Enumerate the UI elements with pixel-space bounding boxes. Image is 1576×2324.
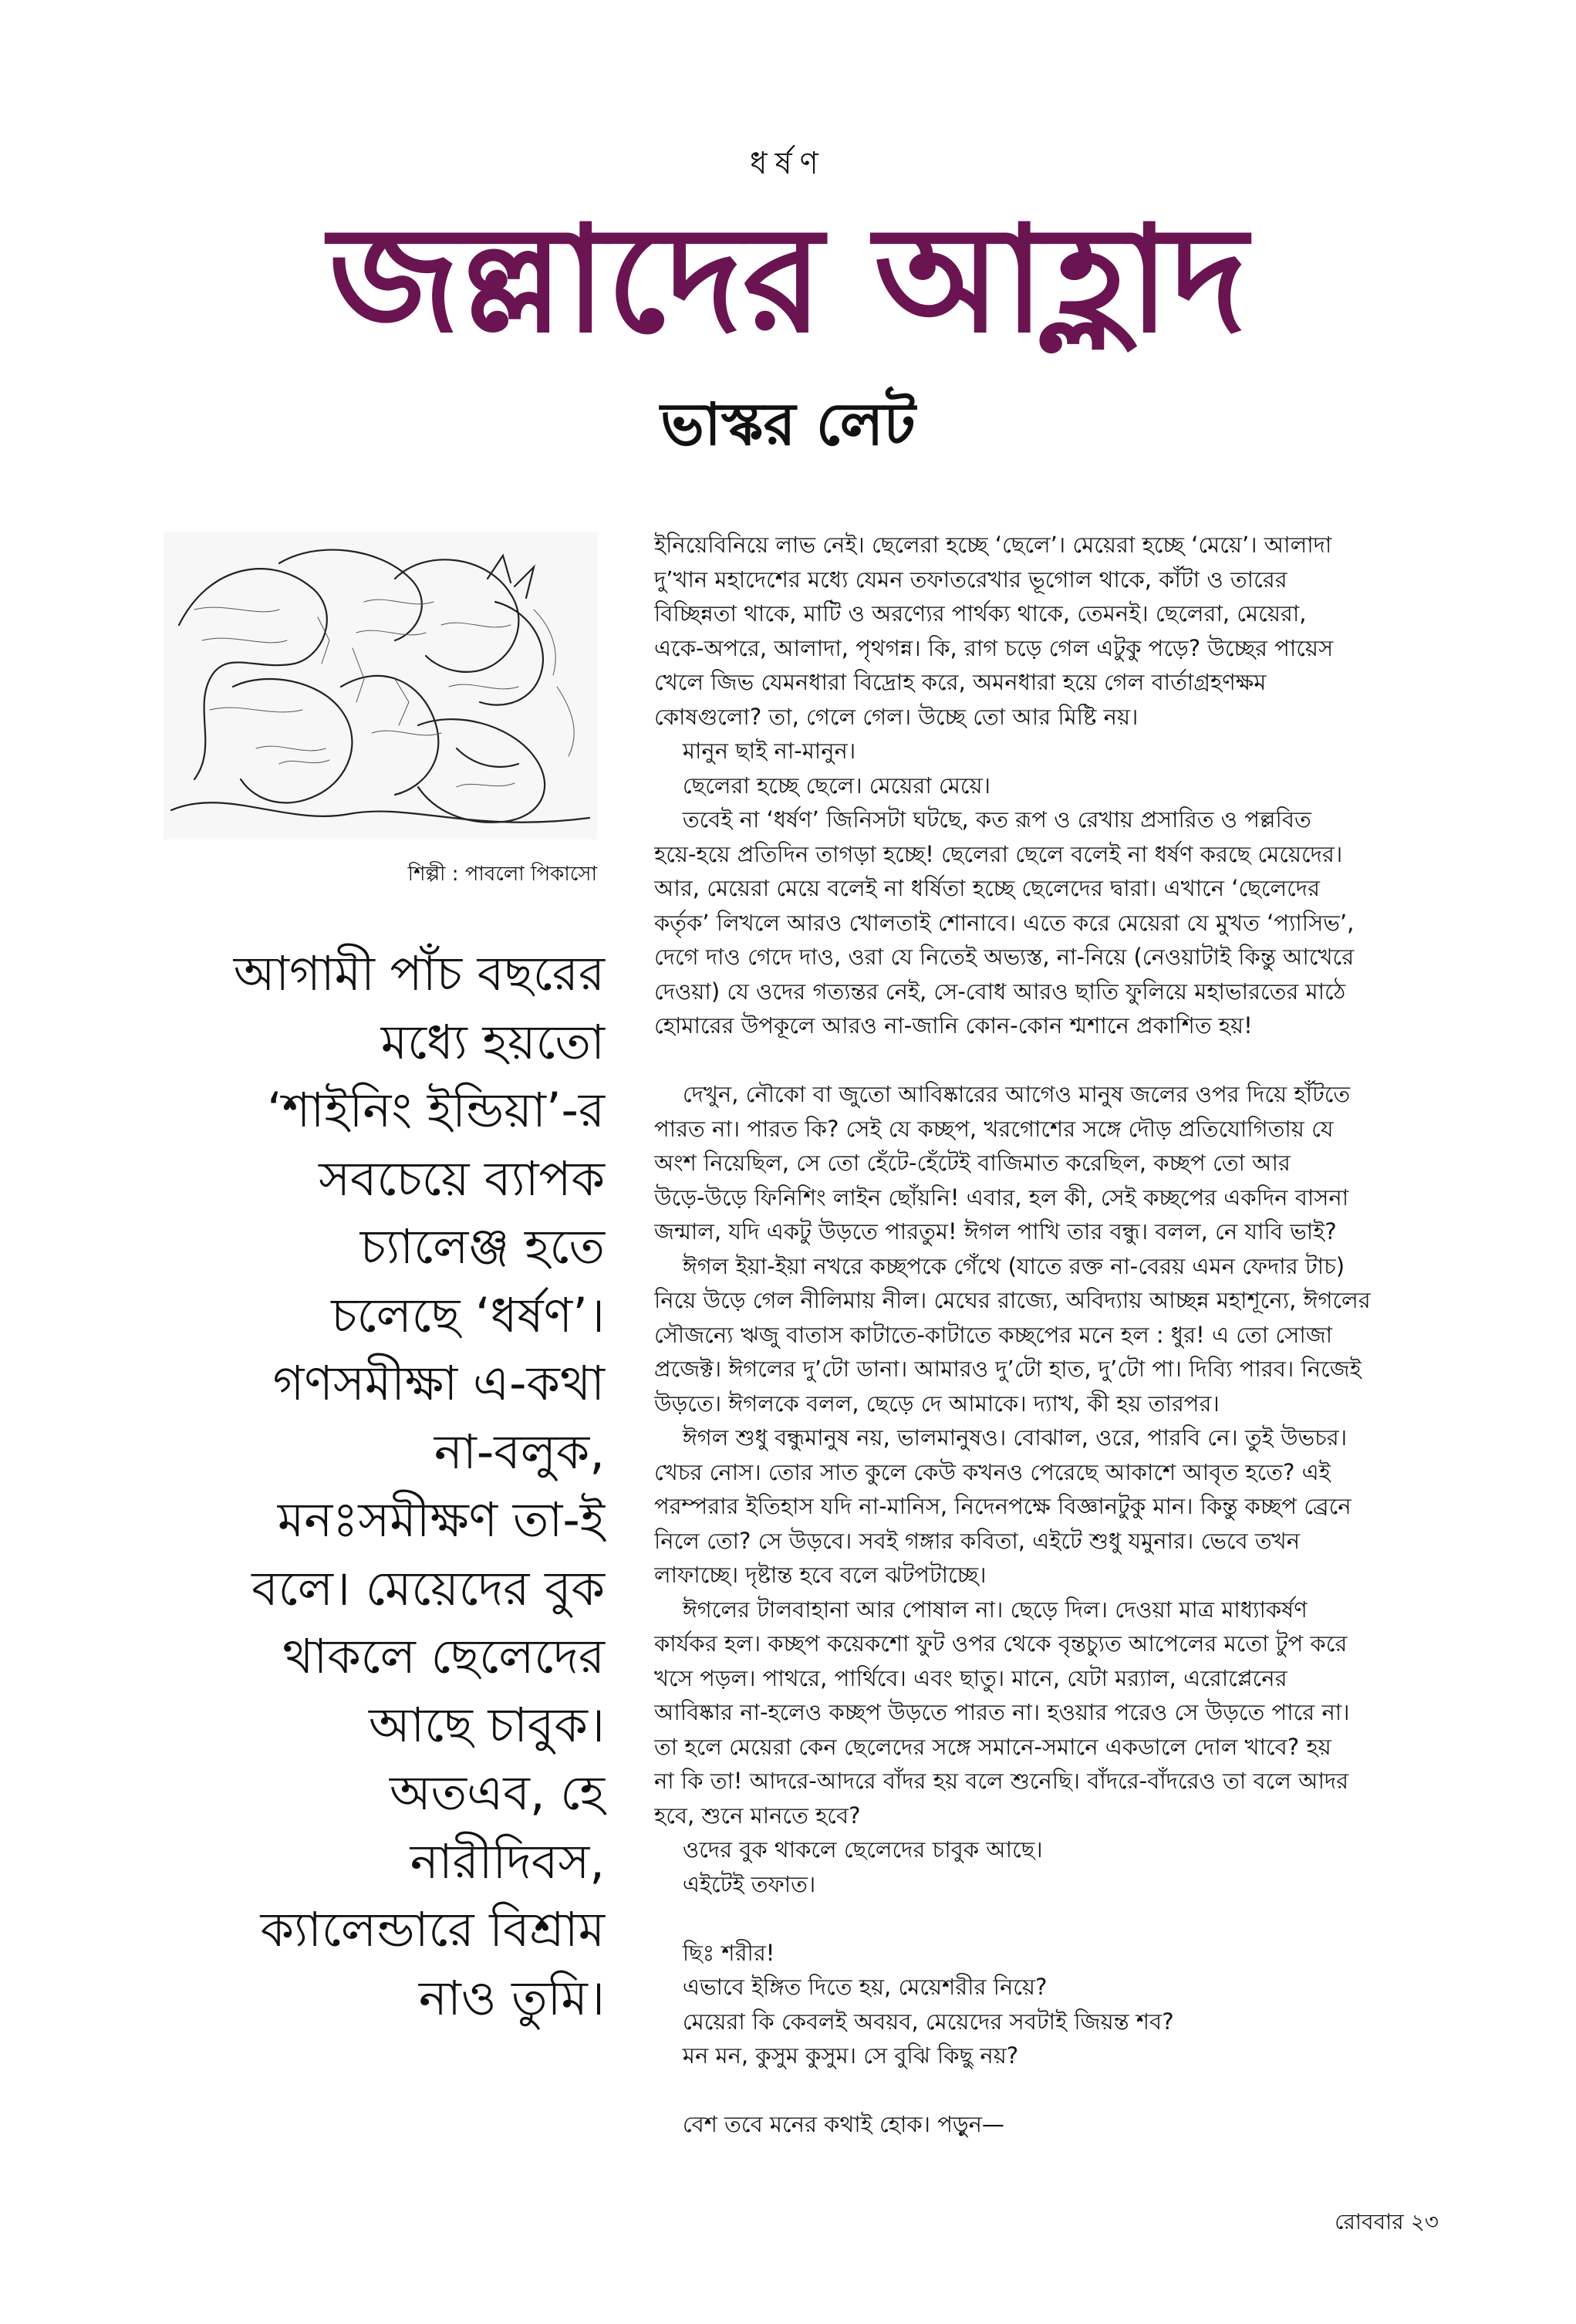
pull-quote-line: ‘শাইনিং ইন্ডিয়া’-র [267,1082,605,1138]
body-text-line: ঈগল ইয়া-ইয়া নখরে কচ্ছপকে গেঁথে (যাতে রক্ত না-বেরয় এমন ফেদার টাচ) [654,1252,1345,1279]
body-text-line: উড়ে-উড়ে ফিনিশিং লাইন ছোঁয়নি! এবার, হল কী, সেই কচ্ছপের একদিন বাসনা [654,1184,1349,1211]
pull-quote-line: সবচেয়ে ব্যাপক [319,1150,605,1207]
pull-quote-line: গণসমীক্ষা এ-কথা [272,1355,605,1411]
body-text-line: একে-অপরে, আলাদা, পৃথগন্ন। কি, রাগ চড়ে গেল এটুকু পড়ে? উচ্ছের পায়েস [654,634,1334,661]
body-text-line: প্রজেক্ট। ঈগলের দু’টো ডানা। আমারও দু’টো হাত, দু’টো পা। দিব্যি পারব। নিজেই [654,1356,1362,1382]
body-text-line: ছিঃ শরীর! [654,1939,775,1966]
pull-quote-line: না-বলুক, [434,1423,605,1480]
body-text-line: উড়তে। ঈগলকে বলল, ছেড়ে দে আমাকে। দ্যাখ, কী হয় তারপর। [654,1390,1220,1417]
pull-quote-line: চ্যালেঞ্জ হতে [359,1218,605,1275]
pull-quote-line: আগামী পাঁচ বছরের [233,945,605,1002]
pull-quote-line: থাকলে ছেলেদের [282,1628,605,1684]
body-text-line: কোষগুলো? তা, গেলে গেল। উচ্ছে তো আর মিষ্টি নয়। [654,703,1139,730]
body-text-line: অংশ নিয়েছিল, সে তো হেঁটে-হেঁটেই বাজিমাত করেছিল, কচ্ছপ তো আর [654,1150,1291,1176]
body-text-line: খসে পড়ল। পাথরে, পার্থিবে। এবং ছাতু। মানে, যেটা মর‍্যাল, এরোপ্লেনের [654,1664,1287,1691]
body-text-line: নিয়ে উড়ে গেল নীলিমায় নীল। মেঘের রাজ্যে, অবিদ্যায় আচ্ছন্ন মহাশূন্যে, ঈগলের [654,1287,1371,1313]
article-title: জল্লাদের আহ্লাদ [329,194,1247,365]
body-text-line: নিলে তো? সে উড়বে। সবই গঙ্গার কবিতা, এইটে শুধু যমুনার। ভেবে তখন [654,1527,1301,1554]
body-text-line: লাফাচ্ছে। দৃষ্টান্ত হবে বলে ঝটপটাচ্ছে। [654,1562,987,1588]
body-text-line: ওদের বুক থাকলে ছেলেদের চাবুক আছে। [654,1836,1043,1863]
body-text-line: ইনিয়েবিনিয়ে লাভ নেই। ছেলেরা হচ্ছে ‘ছেলে’। মেয়েরা হচ্ছে ‘মেয়ে’। আলাদা [654,532,1332,558]
section-label: ধর্ষণ [750,146,826,181]
body-text-line: জন্মাল, যদি একটু উড়তে পারতুম! ঈগল পাখি তার বন্ধু। বলল, নে যাবি ভাই? [654,1218,1337,1245]
body-text-line: খেচর নোস। তোর সাত কুলে কেউ কখনও পেরেছে আকাশে আবৃত হতে? এই [654,1458,1331,1485]
pull-quote-line: নাও তুমি। [418,1969,605,2026]
pull-quote-line: ক্যালেন্ডারে বিশ্রাম [260,1901,605,1957]
body-text-line: তবেই না ‘ধর্ষণ’ জিনিসটা ঘটছে, কত রূপ ও রেখায় প্রসারিত ও পল্লবিত [654,806,1311,833]
body-text-line: মন মন, কুসুম কুসুম। সে বুঝি কিছু নয়? [654,2042,1019,2069]
body-text-line: না কি তা! আদরে-আদরে বাঁদর হয় বলে শুনেছি। বাঁদরে-বাঁদরেও তা বলে আদর [654,1768,1349,1794]
pull-quote-line: অতএব, হে [389,1765,605,1821]
body-text-line: এভাবে ইঙ্গিত দিতে হয়, মেয়েশরীর নিয়ে? [654,1974,1048,2000]
body-text-line: কর্তৃক’ লিখলে আরও খোলতাই শোনাবে। এতে করে মেয়েরা যে মুখত ‘প্যাসিভ’, [654,909,1355,936]
body-text-line: মানুন ছাই না-মানুন। [654,738,856,764]
body-text-line: মেয়েরা কি কেবলই অবয়ব, মেয়েদের সবটাই জিয়ন্ত শব? [654,2008,1174,2035]
article-body [654,528,1441,2142]
body-text-line: সৌজন্যে ঋজু বাতাস কাটাতে-কাটাতে কচ্ছপের মনে হল : ধুর! এ তো সোজা [654,1321,1333,1348]
body-text-line: এইটেই তফাত। [654,1870,816,1897]
body-text-line: ছেলেরা হচ্ছে ছেলে। মেয়েরা মেয়ে। [654,772,990,799]
body-text-line: ঈগল শুধু বন্ধুমানুষ নয়, ভালমানুষও। বোঝাল, ওরে, পারবি নে। তুই উভচর। [654,1424,1348,1451]
pull-quote-line: মধ্যে হয়তো [380,1013,605,1070]
page-footer: রোববার ২৩ [1335,2209,1439,2234]
body-text-line: পরম্পরার ইতিহাস যদি না-মানিস, নিদেনপক্ষে বিজ্ঞানটুকু মান। কিন্তু কচ্ছপ ব্রেনে [654,1493,1352,1519]
paragraph-gap [654,2073,1441,2108]
pull-quote-line: নারীদিবস, [410,1833,605,1890]
body-text-line: হবে, শুনে মানতে হবে? [654,1802,861,1829]
body-text-line: আবিষ্কার না-হলেও কচ্ছপ উড়তে পারত না। হওয়ার পরেও সে উড়তে পারে না। [654,1699,1350,1725]
body-text-line: বেশ তবে মনের কথাই হোক। পড়ুন— [654,2111,1004,2137]
artwork-sketch [164,532,597,839]
body-text-line: খেলে জিভ যেমনধারা বিদ্রোহ করে, অমনধারা হয়ে গেল বার্তাগ্রহণক্ষম [654,669,1267,695]
body-text-line: আর, মেয়েরা মেয়ে বলেই না ধর্ষিতা হচ্ছে ছেলেদের দ্বারা। এখানে ‘ছেলেদের [654,875,1320,901]
body-text-line: ঈগলের টালবাহানা আর পোষাল না। ছেড়ে দিল। দেওয়া মাত্র মাধ্যাকর্ষণ [654,1596,1308,1623]
body-text-line: হয়ে-হয়ে প্রতিদিন তাগড়া হচ্ছে! ছেলেরা ছেলে বলেই না ধর্ষণ করছে মেয়েদের। [654,840,1343,867]
pull-quote-line: মনঃসমীক্ষণ তা-ই [277,1491,605,1548]
pull-quote [151,940,605,2032]
paragraph-gap [654,1901,1441,1936]
author-name: ভাস্কর লেট [660,390,916,458]
pull-quote-line: আছে চাবুক। [368,1696,605,1753]
body-text-line: দেওয়া) যে ওদের গত্যন্তর নেই, সে-বোধ আরও ছাতি ফুলিয়ে মহাভারতের মাঠে [654,978,1346,1005]
body-text-line: দেগে দাও গেদে দাও, ওরা যে নিতেই অভ্যস্ত, না-নিয়ে (নেওয়াটাই কিন্তু আখেরে [654,944,1355,970]
artwork-caption: শিল্পী : পাবলো পিকাসো [407,863,597,886]
pull-quote-line: চলেছে ‘ধর্ষণ’। [331,1286,605,1343]
body-text-line: কার্যকর হল। কচ্ছপ কয়েকশো ফুট ওপর থেকে বৃন্তচ্যুত আপেলের মতো টুপ করে [654,1630,1348,1657]
body-text-line: দু’খান মহাদেশের মধ্যে যেমন তফাতরেখার ভূগোল থাকে, কাঁটা ও তারের [654,566,1287,593]
paragraph-gap [654,1043,1441,1078]
body-text-line: হোমারের উপকূলে আরও না-জানি কোন-কোন শ্মশানে প্রকাশিত হয়! [654,1012,1253,1039]
pull-quote-line: বলে। মেয়েদের বুক [251,1559,605,1616]
picasso-artwork-illustration [164,532,597,839]
body-text-line: দেখুন, নৌকো বা জুতো আবিষ্কারের আগেও মানুষ জলের ওপর দিয়ে হাঁটতে [654,1081,1351,1107]
body-text-line: বিচ্ছিন্নতা থাকে, মাটি ও অরণ্যের পার্থক্য থাকে, তেমনই। ছেলেরা, মেয়েরা, [654,600,1307,627]
body-text-line: তা হলে মেয়েরা কেন ছেলেদের সঙ্গে সমানে-সমানে একডালে দোল খাবে? হয় [654,1733,1331,1760]
body-text-line: পারত না। পারত কি? সেই যে কচ্ছপ, খরগোশের সঙ্গে দৌড় প্রতিযোগিতায় যে [654,1115,1334,1142]
